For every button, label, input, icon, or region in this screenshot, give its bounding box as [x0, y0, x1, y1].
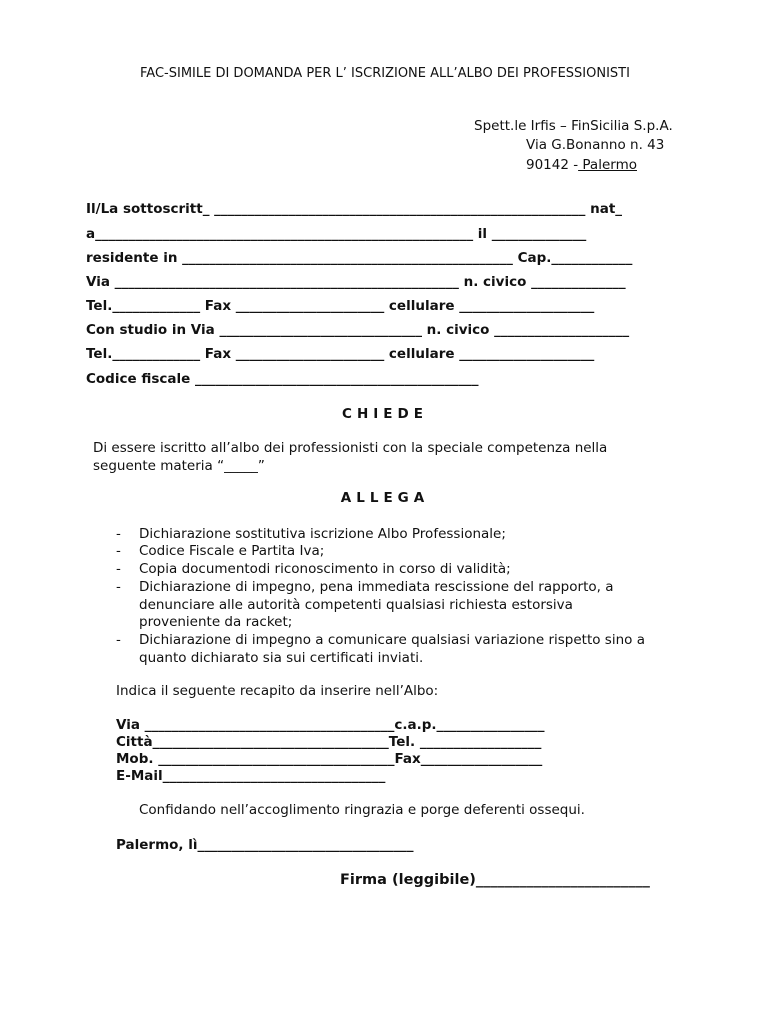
recapito-email-line[interactable]: E-Mail_________________________________ — [116, 768, 386, 784]
form-line-contatti-studio[interactable]: Tel._____________ Fax ______________________ cellulare ____________________ — [86, 346, 595, 362]
recipient-line-2: Via G.Bonanno n. 43 — [526, 137, 665, 153]
chiede-text-line-1: Di essere iscritto all’albo dei professionisti con la speciale competenza nella — [93, 440, 608, 456]
list-dash: - — [116, 526, 121, 542]
list-dash: - — [116, 632, 121, 648]
allega-heading: ALLEGA — [340, 490, 430, 506]
list-item-continuation: proveniente da racket; — [139, 614, 293, 630]
list-item-continuation: denunciare alle autorità competenti qualsiasi richiesta estorsiva — [139, 597, 573, 613]
place-date-line[interactable]: Palermo, lì________________________________ — [116, 837, 414, 853]
recipient-line-3 — [526, 157, 637, 173]
list-item: Dichiarazione di impegno, pena immediata rescissione del rapporto, a — [139, 579, 614, 595]
document-title: FAC-SIMILE DI DOMANDA PER L’ ISCRIZIONE ALL’ALBO DEI PROFESSIONISTI — [140, 66, 630, 81]
recapito-citta-line[interactable]: Città___________________________________Tel. __________________ — [116, 734, 542, 750]
list-dash: - — [116, 579, 121, 595]
recapito-mob-line[interactable]: Mob. ___________________________________Fax__________________ — [116, 751, 543, 767]
list-item: Dichiarazione di impegno a comunicare qualsiasi variazione rispetto sino a — [139, 632, 645, 648]
form-line-contatti[interactable]: Tel._____________ Fax ______________________ cellulare ____________________ — [86, 298, 595, 314]
recipient-cap: 90142 - — [526, 157, 579, 173]
recipient-city: Palermo — [578, 157, 637, 173]
chiede-text-line-2: seguente materia “_____” — [93, 458, 265, 474]
recapito-via-line[interactable]: Via _____________________________________c.a.p.________________ — [116, 717, 545, 733]
list-item-continuation: quanto dichiarato sia sui certificati inviati. — [139, 650, 424, 666]
form-line-sottoscritto[interactable]: Il/La sottoscritt_ _______________________________________________________ nat_ — [86, 201, 623, 217]
list-item: Copia documentodi riconoscimento in corso di validità; — [139, 561, 511, 577]
recapito-intro: Indica il seguente recapito da inserire nell’Albo: — [116, 683, 439, 699]
closing-text: Confidando nell’accoglimento ringrazia e porge deferenti ossequi. — [139, 802, 585, 818]
form-line-residenza[interactable]: residente in _________________________________________________ Cap.____________ — [86, 250, 633, 266]
form-line-nascita[interactable]: a________________________________________________________ il ______________ — [86, 226, 587, 242]
form-line-studio[interactable]: Con studio in Via ______________________________ n. civico ____________________ — [86, 322, 630, 338]
recipient-line-1: Spett.le Irfis – FinSicilia S.p.A. — [474, 118, 673, 134]
form-line-codice-fiscale[interactable]: Codice fiscale __________________________________________ — [86, 371, 479, 387]
list-dash: - — [116, 543, 121, 559]
list-item: Codice Fiscale e Partita Iva; — [139, 543, 325, 559]
form-line-via[interactable]: Via ___________________________________________________ n. civico ______________ — [86, 274, 626, 290]
list-dash: - — [116, 561, 121, 577]
chiede-heading: CHIEDE — [342, 406, 428, 422]
signature-line[interactable]: Firma (leggibile)________________________ — [340, 872, 650, 888]
list-item: Dichiarazione sostitutiva iscrizione Albo Professionale; — [139, 526, 506, 542]
